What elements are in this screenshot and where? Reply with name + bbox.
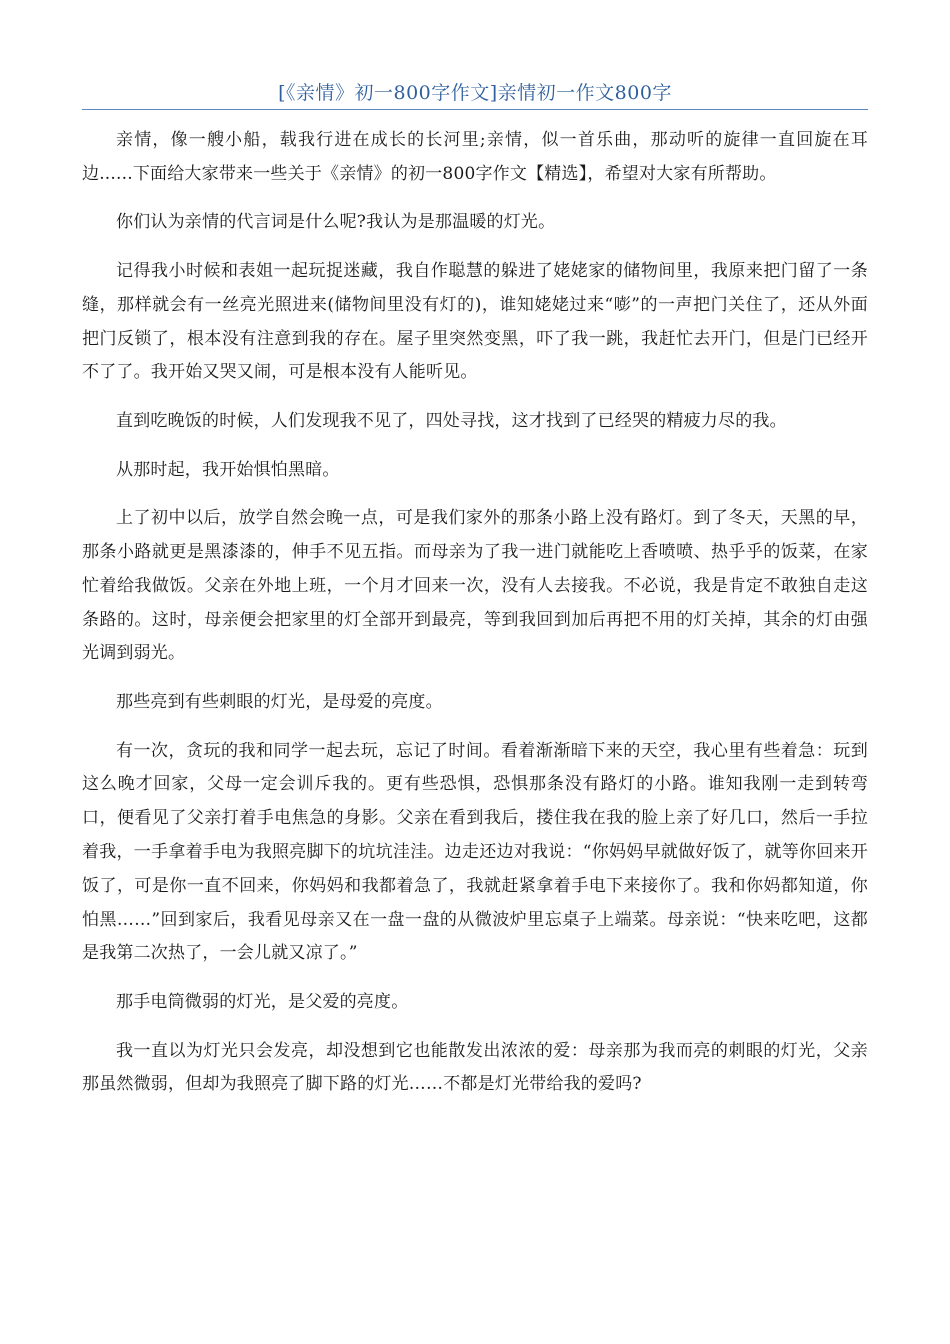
paragraph-question: 你们认为亲情的代言词是什么呢?我认为是那温暖的灯光。 <box>116 212 556 233</box>
document-body <box>82 124 868 1117</box>
document-title: [《亲情》初一800字作文]亲情初一作文800字 <box>278 82 672 104</box>
title-divider <box>82 109 868 110</box>
paragraph-fear-of-dark: 从那时起，我开始惧怕黑暗。 <box>116 459 340 480</box>
paragraph-conclusion: 我一直以为灯光只会发亮，却没想到它也能散发出浓浓的爱：母亲那为我而亮的刺眼的灯光，父亲那虽然微弱，但却为我照亮了脚下路的灯光……不都是灯光带给我的爱吗? <box>82 1040 868 1095</box>
paragraph-hide-and-seek: 记得我小时候和表姐一起玩捉迷藏，我自作聪慧的躲进了姥姥家的储物间里，我原来把门留了一条缝，那样就会有一丝亮光照进来(储物间里没有灯的)，谁知姥姥过来“嘭”的一声把门关住了，还从外面把门反锁了，根本没有注意到我的存在。屋子里突然变黑，吓了我一跳，我赶忙去开门，但是门已经开不了了。我开始又哭又闹，可是根本没有人能听见。 <box>82 260 868 383</box>
paragraph-father-love: 那手电筒微弱的灯光，是父爱的亮度。 <box>116 991 409 1012</box>
paragraph-intro: 亲情，像一艘小船，载我行进在成长的长河里;亲情，似一首乐曲，那动听的旋律一直回旋在耳边......下面给大家带来一些关于《亲情》的初一800字作文【精选】，希望对大家有所帮助。 <box>82 130 868 184</box>
paragraph-dinner-found: 直到吃晚饭的时候，人们发现我不见了，四处寻找，这才找到了已经哭的精疲力尽的我。 <box>116 410 787 431</box>
paragraph-mother-lights: 上了初中以后，放学自然会晚一点，可是我们家外的那条小路上没有路灯。到了冬天，天黑的早，那条小路就更是黑漆漆的，伸手不见五指。而母亲为了我一进门就能吃上香喷喷、热乎乎的饭菜，在家忙着给我做饭。父亲在外地上班，一个月才回来一次，没有人去接我。不必说，我是肯定不敢独自走这条路的。这时，母亲便会把家里的灯全部开到最亮，等到我回到加后再把不用的灯关掉，其余的灯由强光调到弱光。 <box>82 508 868 664</box>
paragraph-father-flashlight: 有一次，贪玩的我和同学一起去玩，忘记了时间。看着渐渐暗下来的天空，我心里有些着急：玩到这么晚才回家，父母一定会训斥我的。更有些恐惧，恐惧那条没有路灯的小路。谁知我刚一走到转弯口，便看见了父亲打着手电焦急的身影。父亲在看到我后，搂住我在我的脸上亲了好几口，然后一手拉着我，一手拿着手电为我照亮脚下的坑坑洼洼。边走还边对我说：“你妈妈早就做好饭了，就等你回来开饭了，可是你一直不回来，你妈妈和我都着急了，我就赶紧拿着手电下来接你了。我和你妈都知道，你怕黑……”回到家后，我看见母亲又在一盘一盘的从微波炉里忘桌子上端菜。母亲说：“快来吃吧，这都是我第二次热了，一会儿就又凉了。” <box>82 740 868 964</box>
paragraph-mother-love: 那些亮到有些刺眼的灯光，是母爱的亮度。 <box>116 691 443 712</box>
